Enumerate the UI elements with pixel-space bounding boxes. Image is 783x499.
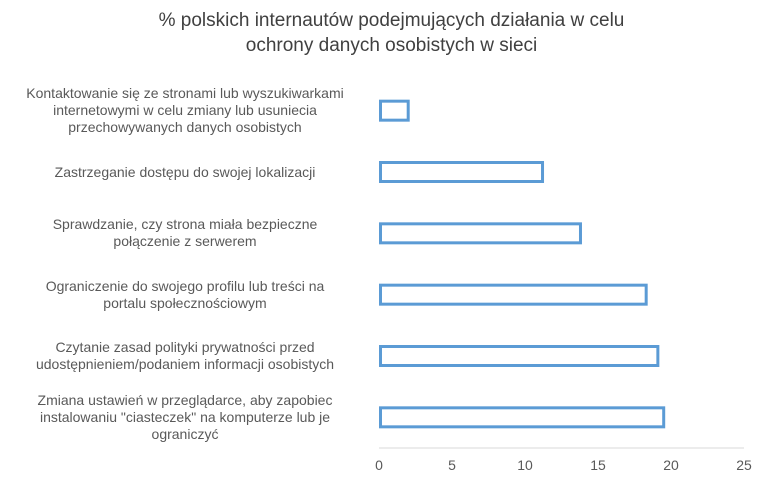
category-label-line: Ograniczenie do swojego profilu lub treści na: [45, 277, 325, 294]
category-label: [5, 339, 365, 373]
category-label: [5, 216, 365, 250]
bar: [381, 285, 647, 304]
x-tick-label: 25: [736, 457, 752, 473]
category-label-line: przechowywanych danych osobistych: [68, 119, 302, 136]
chart-title-line: ochrony danych osobistych w sieci: [245, 35, 538, 56]
category-label-line: Kontaktowanie się ze stronami lub wyszukiwarkami: [26, 85, 344, 102]
x-tick-label: 5: [448, 457, 456, 473]
category-label-line: ograniczyć: [151, 425, 219, 442]
category-label-line: Zastrzeganie dostępu do swojej lokalizacji: [54, 163, 316, 180]
category-label-line: Zmiana ustawień w przeglądarce, aby zapobiec: [37, 391, 333, 408]
category-label-line: połączenie z serwerem: [113, 233, 257, 250]
bar: [381, 347, 658, 366]
category-label: [5, 85, 365, 136]
bar: [381, 163, 543, 182]
category-label: [5, 278, 365, 312]
category-label-line: internetowymi w celu zmiany lub usuniecia: [53, 102, 317, 119]
category-label: [5, 392, 365, 443]
bar: [381, 224, 581, 243]
bar: [381, 408, 664, 427]
category-label-line: Sprawdzanie, czy strona miała bezpieczne: [52, 216, 318, 233]
x-tick-label: 20: [663, 457, 679, 473]
category-label-line: Czytanie zasad polityki prywatności przed: [55, 339, 315, 355]
x-tick-label: 10: [517, 457, 533, 473]
x-tick-label: 15: [590, 457, 606, 473]
bar: [381, 101, 409, 120]
chart-title-line: % polskich internautów podejmujących działania w celu: [158, 10, 625, 31]
category-label-line: portalu społecznościowym: [103, 294, 267, 311]
category-label-line: instalowaniu "ciasteczek" na komputerze lub je: [39, 408, 331, 425]
category-label-line: udostępnieniem/podaniem informacji osobistych: [35, 356, 335, 372]
category-label: [5, 164, 365, 181]
x-tick-label: 0: [375, 457, 383, 473]
